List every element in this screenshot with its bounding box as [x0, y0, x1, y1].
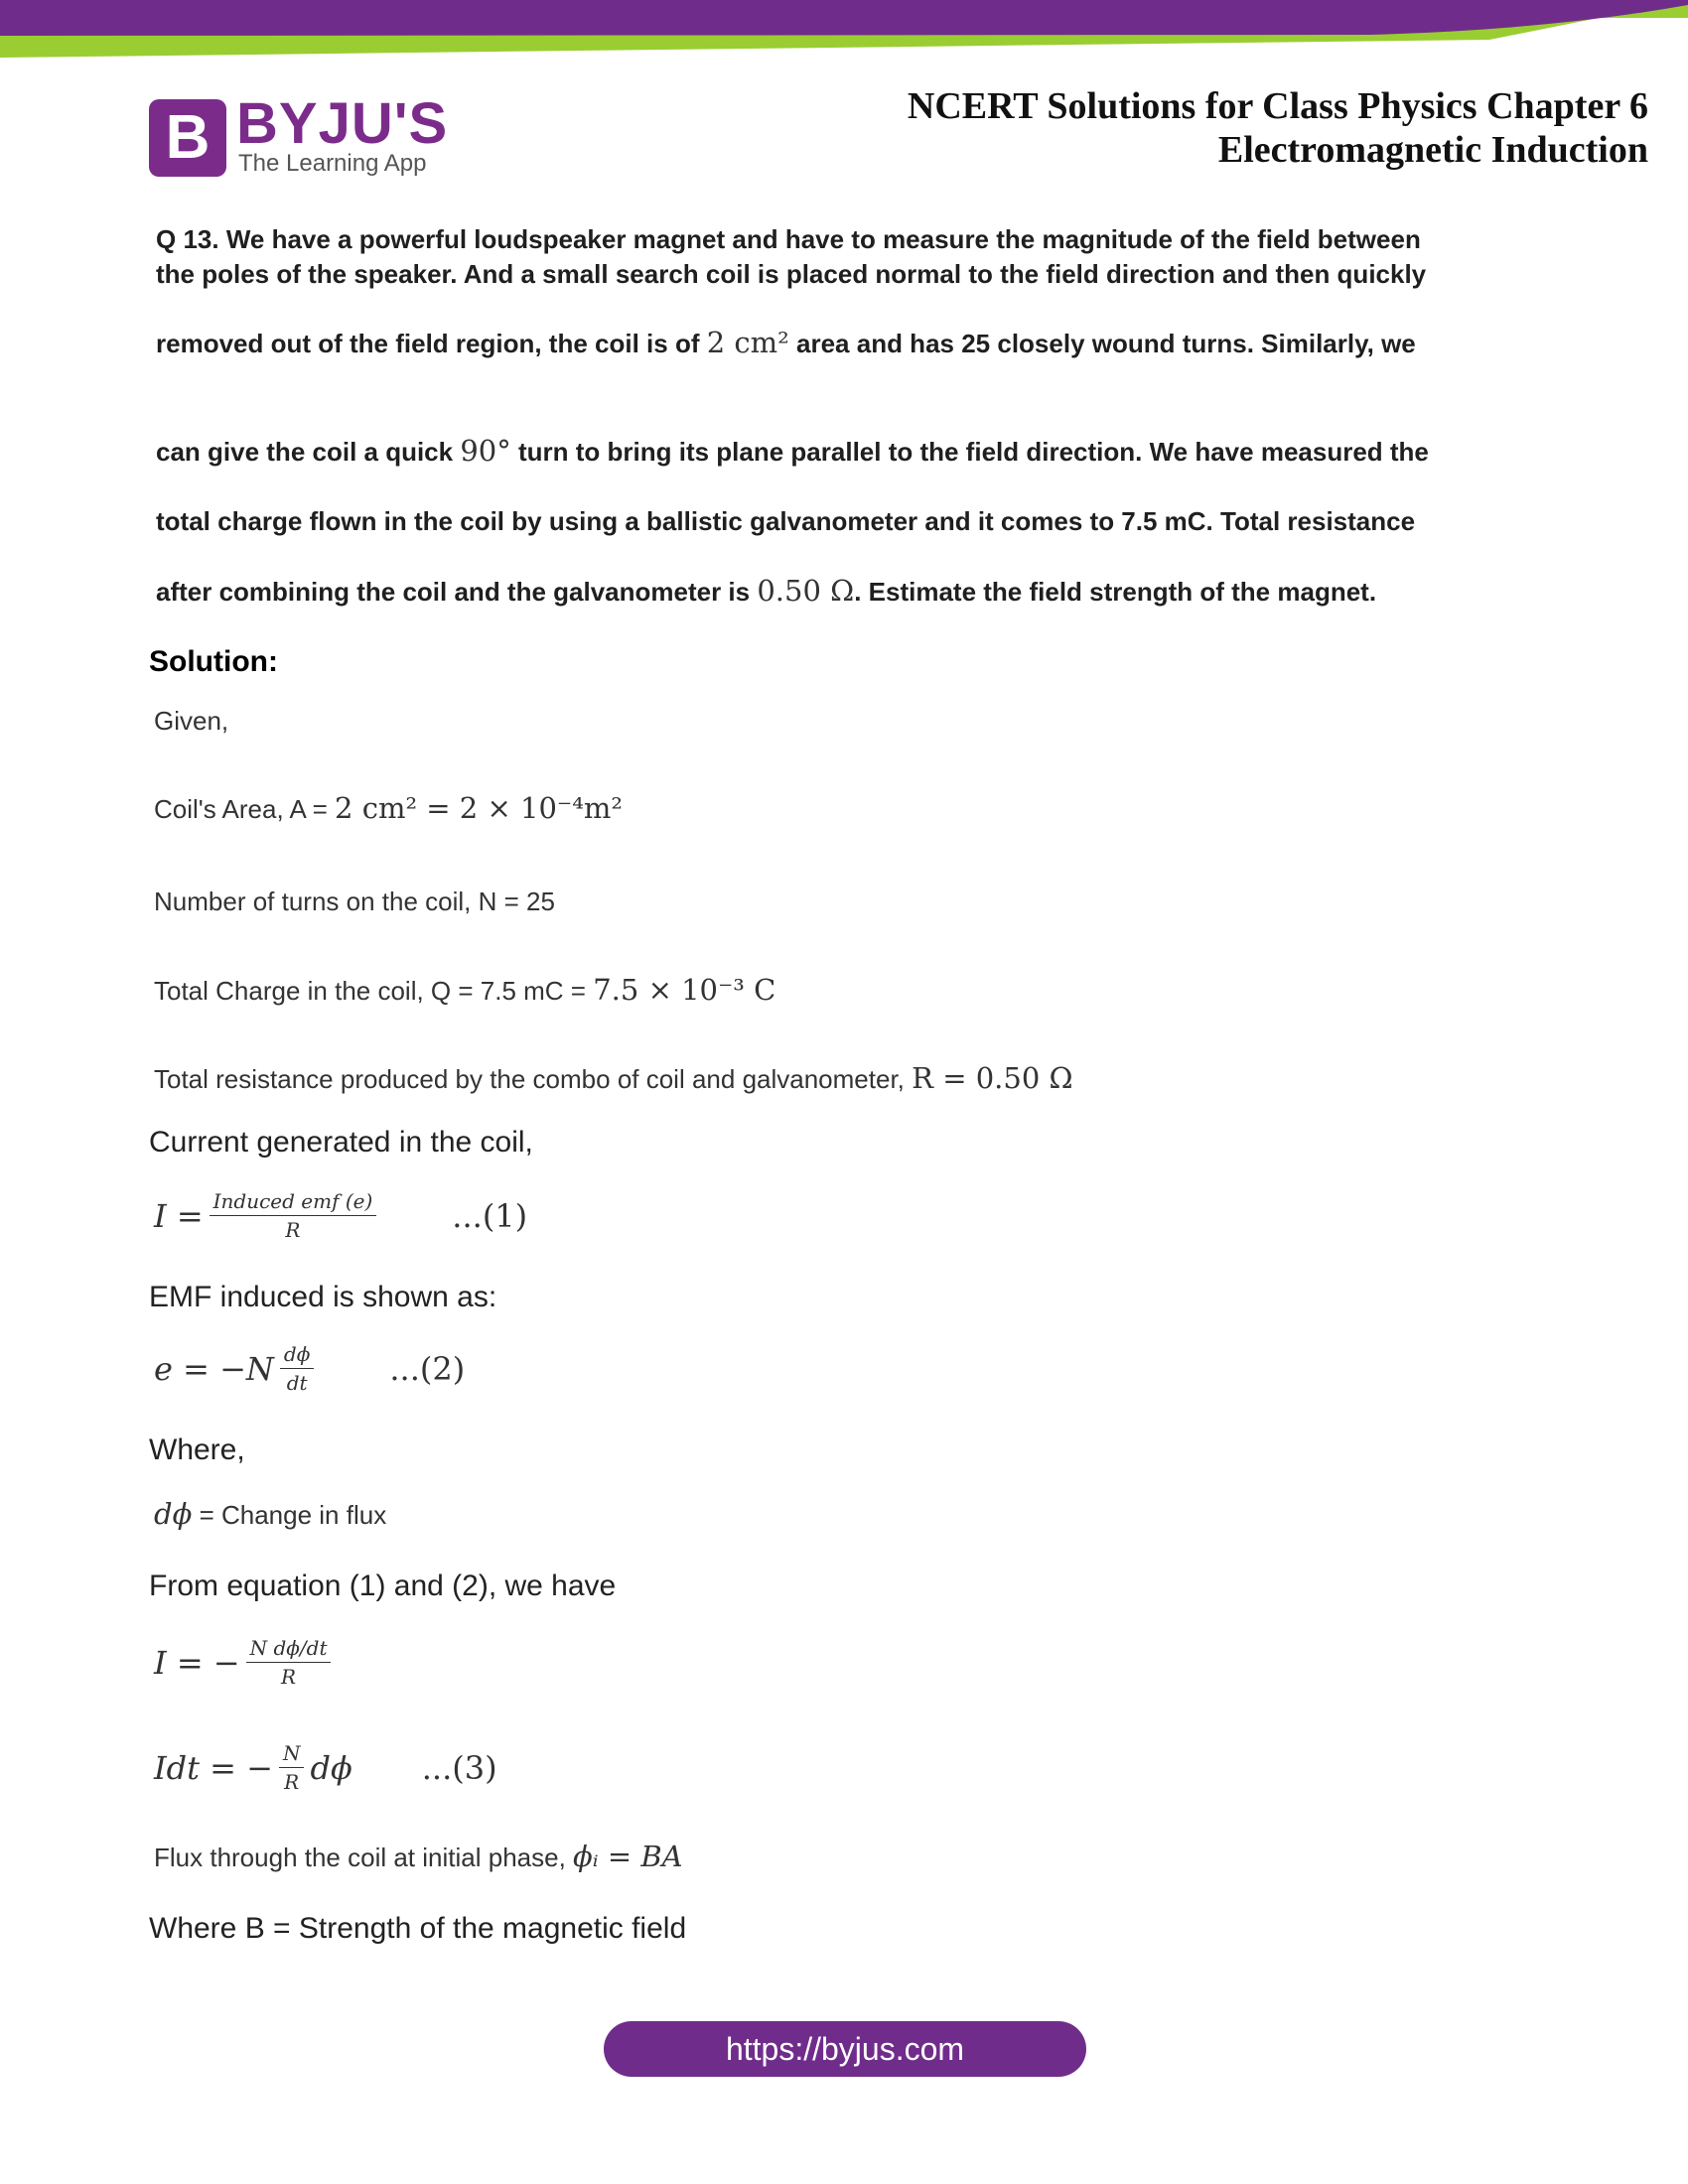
question-line-2: the poles of the speaker. And a small search coil is placed normal to the field direction and then quickly: [156, 259, 1427, 289]
question-line-3: [156, 326, 1477, 359]
charge-math: 7.5 × 10⁻³ C: [593, 973, 776, 1007]
eq2-lhs: e = −N: [154, 1349, 274, 1388]
eq3-lhs: I = −: [154, 1643, 240, 1682]
resistance-label: Total resistance produced by the combo of coil and galvanometer,: [154, 1064, 905, 1094]
logo-tagline: The Learning App: [238, 150, 427, 177]
eq4-tag: ...(3): [421, 1748, 497, 1787]
coil-area-label: Coil's Area, A =: [154, 794, 328, 824]
page-header-title: [908, 84, 1648, 172]
eq1-tag: ...(1): [452, 1196, 528, 1235]
dphi-math: dϕ: [154, 1497, 193, 1531]
eq1-fraction: [210, 1189, 377, 1242]
flux-math: ϕᵢ = BA: [573, 1840, 683, 1873]
eq4-lhs: Idt = −: [154, 1748, 273, 1787]
question-line-4-post: turn to bring its plane parallel to the field direction. We have measured the: [517, 437, 1429, 467]
byjus-logo: [149, 91, 449, 184]
equation-3: [154, 1741, 497, 1794]
charge-line: [154, 973, 775, 1007]
coil-area-math: 2 cm² = 2 × 10⁻⁴m²: [335, 791, 623, 825]
flux-label: Flux through the coil at initial phase,: [154, 1843, 566, 1872]
eq2-denominator: dt: [286, 1371, 308, 1395]
header-title-line1: NCERT Solutions for Class Physics Chapter 6: [907, 85, 1648, 127]
eq1-numerator: Induced emf (e): [210, 1189, 377, 1216]
question-line-3-post: area and has 25 closely wound turns. Similarly, we: [796, 329, 1416, 358]
logo-mark: B: [149, 99, 226, 177]
question-line-6-post: . Estimate the field strength of the magnet.: [854, 577, 1377, 607]
from-equation-text: From equation (1) and (2), we have: [149, 1570, 617, 1602]
eq4-fraction: [279, 1741, 305, 1794]
given-label: Given,: [154, 706, 229, 736]
eq2-tag: ...(2): [389, 1349, 466, 1388]
eq2-fraction: [280, 1342, 314, 1395]
turns-line: Number of turns on the coil, N = 25: [154, 887, 555, 916]
question-line-4-pre: can give the coil a quick: [156, 437, 454, 467]
eq2-numerator: dϕ: [280, 1342, 314, 1369]
top-color-band: [0, 0, 1688, 60]
flux-line: [154, 1840, 683, 1873]
question-line-5: total charge flown in the coil by using a ballistic galvanometer and it comes to 7.5 mC. Total resistance: [156, 506, 1416, 536]
question-line-6: [156, 574, 1477, 608]
equation-i: [154, 1636, 337, 1689]
resistance-inline-math: 0.50 Ω: [757, 574, 855, 608]
eq1-lhs: I =: [154, 1196, 204, 1235]
footer-url-link[interactable]: https://byjus.com: [604, 2021, 1086, 2077]
eq4-numerator: N: [279, 1741, 305, 1768]
current-text: Current generated in the coil,: [149, 1126, 533, 1159]
equation-2: [154, 1342, 465, 1395]
emf-text: EMF induced is shown as:: [149, 1281, 497, 1313]
solution-heading: Solution:: [149, 645, 278, 678]
header-title-line2: Electromagnetic Induction: [1217, 129, 1648, 171]
coil-area-line: [154, 791, 623, 825]
where-label: Where,: [149, 1433, 245, 1466]
eq4-rhs: dϕ: [310, 1748, 352, 1787]
question-line-4: [156, 434, 1477, 468]
logo-name: BYJU'S: [236, 91, 449, 156]
eq1-denominator: R: [285, 1218, 301, 1242]
dphi-text: = Change in flux: [199, 1500, 387, 1530]
resistance-math: R = 0.50 Ω: [912, 1061, 1073, 1095]
eq3-denominator: R: [281, 1665, 297, 1689]
eq3-fraction: [246, 1636, 332, 1689]
charge-label: Total Charge in the coil, Q = 7.5 mC =: [154, 976, 586, 1006]
where-b-text: Where B = Strength of the magnetic field: [149, 1912, 687, 1945]
dphi-line: [154, 1497, 386, 1531]
resistance-line: [154, 1061, 1073, 1095]
area-inline-math: 2 cm²: [706, 326, 789, 359]
question-line-6-pre: after combining the coil and the galvanometer is: [156, 577, 751, 607]
eq4-denominator: R: [284, 1770, 300, 1794]
equation-1: [154, 1189, 527, 1242]
question-line-3-pre: removed out of the field region, the coil is of: [156, 329, 700, 358]
eq3-numerator: N dϕ/dt: [246, 1636, 332, 1663]
angle-inline-math: 90°: [460, 434, 511, 468]
question-line-1: Q 13. We have a powerful loudspeaker magnet and have to measure the magnitude of the field between: [156, 224, 1421, 254]
